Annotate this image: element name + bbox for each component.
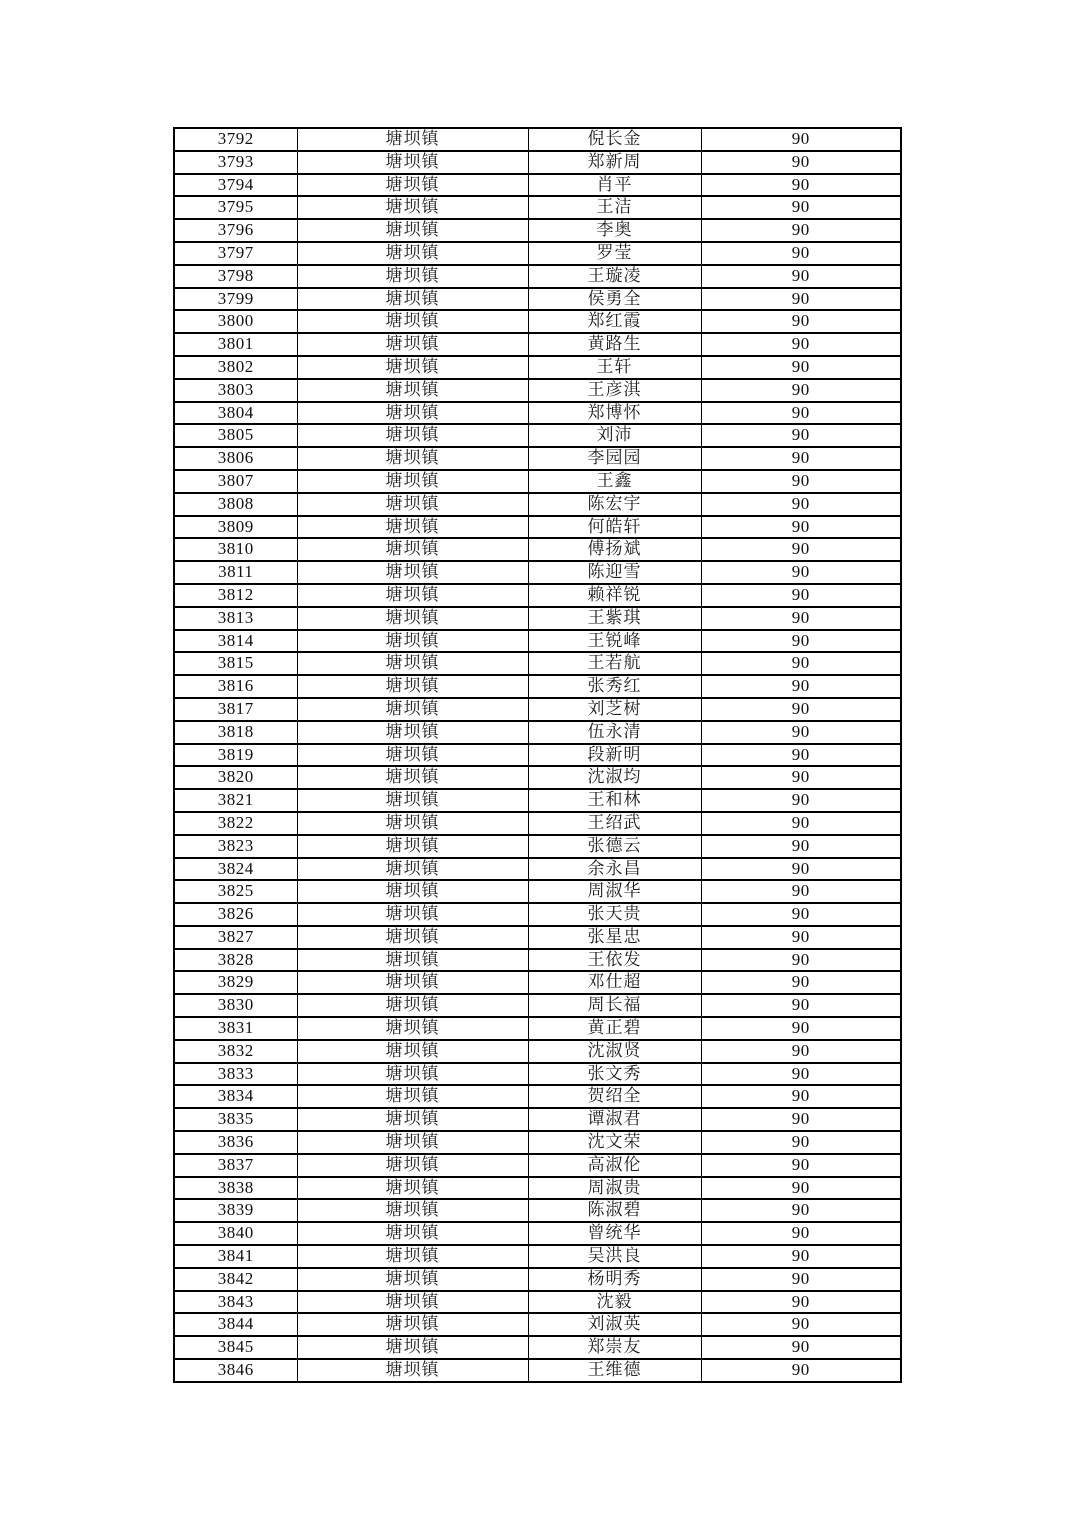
- cell-no: 3831: [174, 1017, 297, 1040]
- table-row: [174, 379, 901, 402]
- cell-no: 3803: [174, 379, 297, 402]
- cell-town: 塘坝镇: [297, 766, 528, 789]
- cell-no: 3816: [174, 675, 297, 698]
- cell-town: 塘坝镇: [297, 1063, 528, 1086]
- cell-no: 3807: [174, 470, 297, 493]
- cell-no: 3809: [174, 516, 297, 539]
- cell-name: 余永昌: [528, 858, 701, 881]
- cell-town: 塘坝镇: [297, 744, 528, 767]
- table-row: [174, 196, 901, 219]
- cell-no: 3843: [174, 1291, 297, 1314]
- table-row: [174, 151, 901, 174]
- cell-name: 傅扬斌: [528, 538, 701, 561]
- cell-town: 塘坝镇: [297, 1154, 528, 1177]
- table-row: [174, 265, 901, 288]
- cell-town: 塘坝镇: [297, 1017, 528, 1040]
- cell-no: 3845: [174, 1336, 297, 1359]
- cell-name: 沈淑贤: [528, 1040, 701, 1063]
- cell-score: 90: [701, 744, 901, 767]
- cell-town: 塘坝镇: [297, 151, 528, 174]
- cell-town: 塘坝镇: [297, 424, 528, 447]
- cell-score: 90: [701, 128, 901, 151]
- cell-name: 周长福: [528, 994, 701, 1017]
- table-row: [174, 424, 901, 447]
- cell-name: 沈淑均: [528, 766, 701, 789]
- cell-no: 3818: [174, 721, 297, 744]
- table-row: [174, 1154, 901, 1177]
- cell-no: 3837: [174, 1154, 297, 1177]
- cell-town: 塘坝镇: [297, 402, 528, 425]
- cell-name: 陈宏宇: [528, 493, 701, 516]
- cell-score: 90: [701, 1063, 901, 1086]
- cell-town: 塘坝镇: [297, 242, 528, 265]
- cell-name: 刘芝树: [528, 698, 701, 721]
- table-row: [174, 516, 901, 539]
- cell-town: 塘坝镇: [297, 1085, 528, 1108]
- cell-score: 90: [701, 424, 901, 447]
- cell-score: 90: [701, 812, 901, 835]
- cell-no: 3800: [174, 310, 297, 333]
- cell-score: 90: [701, 470, 901, 493]
- cell-town: 塘坝镇: [297, 1199, 528, 1222]
- table-row: [174, 219, 901, 242]
- cell-name: 郑博怀: [528, 402, 701, 425]
- cell-town: 塘坝镇: [297, 174, 528, 197]
- cell-town: 塘坝镇: [297, 265, 528, 288]
- cell-score: 90: [701, 151, 901, 174]
- cell-score: 90: [701, 1245, 901, 1268]
- cell-name: 王维德: [528, 1359, 701, 1382]
- cell-score: 90: [701, 607, 901, 630]
- table-row: [174, 630, 901, 653]
- cell-town: 塘坝镇: [297, 310, 528, 333]
- table-row: [174, 288, 901, 311]
- cell-score: 90: [701, 880, 901, 903]
- cell-score: 90: [701, 903, 901, 926]
- cell-town: 塘坝镇: [297, 1291, 528, 1314]
- table-row: [174, 1017, 901, 1040]
- cell-no: 3830: [174, 994, 297, 1017]
- cell-town: 塘坝镇: [297, 926, 528, 949]
- cell-name: 王璇凌: [528, 265, 701, 288]
- cell-score: 90: [701, 1336, 901, 1359]
- table-row: [174, 607, 901, 630]
- cell-no: 3808: [174, 493, 297, 516]
- table-row: [174, 333, 901, 356]
- cell-name: 吴洪良: [528, 1245, 701, 1268]
- table-row: [174, 903, 901, 926]
- cell-score: 90: [701, 652, 901, 675]
- cell-name: 张星忠: [528, 926, 701, 949]
- cell-no: 3826: [174, 903, 297, 926]
- cell-score: 90: [701, 379, 901, 402]
- cell-name: 王绍武: [528, 812, 701, 835]
- cell-town: 塘坝镇: [297, 1268, 528, 1291]
- cell-name: 贺绍全: [528, 1085, 701, 1108]
- table-row: [174, 1291, 901, 1314]
- cell-name: 邓仕超: [528, 971, 701, 994]
- cell-name: 曾统华: [528, 1222, 701, 1245]
- cell-score: 90: [701, 516, 901, 539]
- table-row: [174, 858, 901, 881]
- table-row: [174, 128, 901, 151]
- table-row: [174, 880, 901, 903]
- table-row: [174, 926, 901, 949]
- cell-no: 3810: [174, 538, 297, 561]
- cell-no: 3819: [174, 744, 297, 767]
- table-row: [174, 242, 901, 265]
- table-row: [174, 1245, 901, 1268]
- table-body: [174, 128, 901, 1382]
- table-row: [174, 744, 901, 767]
- cell-score: 90: [701, 561, 901, 584]
- cell-town: 塘坝镇: [297, 675, 528, 698]
- cell-no: 3796: [174, 219, 297, 242]
- cell-town: 塘坝镇: [297, 470, 528, 493]
- table-row: [174, 994, 901, 1017]
- cell-town: 塘坝镇: [297, 789, 528, 812]
- cell-no: 3794: [174, 174, 297, 197]
- table-row: [174, 1040, 901, 1063]
- cell-town: 塘坝镇: [297, 1108, 528, 1131]
- cell-town: 塘坝镇: [297, 949, 528, 972]
- table-row: [174, 1085, 901, 1108]
- cell-score: 90: [701, 1085, 901, 1108]
- cell-name: 王鑫: [528, 470, 701, 493]
- cell-score: 90: [701, 174, 901, 197]
- cell-score: 90: [701, 675, 901, 698]
- cell-no: 3829: [174, 971, 297, 994]
- table-row: [174, 402, 901, 425]
- cell-no: 3833: [174, 1063, 297, 1086]
- cell-name: 张秀红: [528, 675, 701, 698]
- cell-name: 侯勇全: [528, 288, 701, 311]
- cell-town: 塘坝镇: [297, 1359, 528, 1382]
- cell-name: 李奥: [528, 219, 701, 242]
- cell-name: 张天贵: [528, 903, 701, 926]
- cell-town: 塘坝镇: [297, 1131, 528, 1154]
- cell-no: 3817: [174, 698, 297, 721]
- table-row: [174, 538, 901, 561]
- cell-score: 90: [701, 994, 901, 1017]
- cell-name: 段新明: [528, 744, 701, 767]
- cell-score: 90: [701, 926, 901, 949]
- cell-score: 90: [701, 949, 901, 972]
- cell-no: 3821: [174, 789, 297, 812]
- table-row: [174, 493, 901, 516]
- cell-no: 3841: [174, 1245, 297, 1268]
- cell-score: 90: [701, 356, 901, 379]
- cell-town: 塘坝镇: [297, 903, 528, 926]
- cell-score: 90: [701, 1199, 901, 1222]
- cell-town: 塘坝镇: [297, 630, 528, 653]
- cell-town: 塘坝镇: [297, 219, 528, 242]
- cell-town: 塘坝镇: [297, 493, 528, 516]
- cell-town: 塘坝镇: [297, 1336, 528, 1359]
- table-row: [174, 310, 901, 333]
- cell-score: 90: [701, 1108, 901, 1131]
- table-row: [174, 1359, 901, 1382]
- table-row: [174, 174, 901, 197]
- cell-town: 塘坝镇: [297, 538, 528, 561]
- cell-no: 3792: [174, 128, 297, 151]
- cell-name: 倪长金: [528, 128, 701, 151]
- table-row: [174, 1268, 901, 1291]
- cell-no: 3806: [174, 447, 297, 470]
- table-row: [174, 766, 901, 789]
- cell-name: 谭淑君: [528, 1108, 701, 1131]
- table-row: [174, 812, 901, 835]
- cell-no: 3825: [174, 880, 297, 903]
- cell-name: 高淑伦: [528, 1154, 701, 1177]
- table-row: [174, 949, 901, 972]
- cell-name: 刘沛: [528, 424, 701, 447]
- cell-no: 3805: [174, 424, 297, 447]
- cell-no: 3840: [174, 1222, 297, 1245]
- cell-score: 90: [701, 1268, 901, 1291]
- cell-score: 90: [701, 1313, 901, 1336]
- cell-town: 塘坝镇: [297, 333, 528, 356]
- cell-score: 90: [701, 698, 901, 721]
- cell-town: 塘坝镇: [297, 1040, 528, 1063]
- scores-table: [173, 127, 902, 1383]
- cell-no: 3812: [174, 584, 297, 607]
- cell-no: 3832: [174, 1040, 297, 1063]
- cell-score: 90: [701, 789, 901, 812]
- cell-name: 陈淑碧: [528, 1199, 701, 1222]
- cell-town: 塘坝镇: [297, 971, 528, 994]
- cell-score: 90: [701, 196, 901, 219]
- cell-name: 王依发: [528, 949, 701, 972]
- cell-no: 3844: [174, 1313, 297, 1336]
- cell-score: 90: [701, 1177, 901, 1200]
- table-row: [174, 1177, 901, 1200]
- cell-town: 塘坝镇: [297, 721, 528, 744]
- cell-town: 塘坝镇: [297, 1222, 528, 1245]
- cell-name: 郑新周: [528, 151, 701, 174]
- cell-name: 郑红霞: [528, 310, 701, 333]
- cell-score: 90: [701, 1131, 901, 1154]
- cell-score: 90: [701, 630, 901, 653]
- cell-name: 王若航: [528, 652, 701, 675]
- table-row: [174, 1131, 901, 1154]
- cell-no: 3795: [174, 196, 297, 219]
- cell-name: 沈文荣: [528, 1131, 701, 1154]
- cell-no: 3801: [174, 333, 297, 356]
- cell-score: 90: [701, 858, 901, 881]
- cell-no: 3823: [174, 835, 297, 858]
- cell-town: 塘坝镇: [297, 561, 528, 584]
- cell-town: 塘坝镇: [297, 196, 528, 219]
- table-row: [174, 698, 901, 721]
- cell-no: 3804: [174, 402, 297, 425]
- cell-score: 90: [701, 1040, 901, 1063]
- cell-no: 3822: [174, 812, 297, 835]
- table-row: [174, 1336, 901, 1359]
- cell-no: 3842: [174, 1268, 297, 1291]
- cell-no: 3793: [174, 151, 297, 174]
- cell-no: 3846: [174, 1359, 297, 1382]
- cell-no: 3820: [174, 766, 297, 789]
- table-row: [174, 652, 901, 675]
- cell-town: 塘坝镇: [297, 447, 528, 470]
- cell-score: 90: [701, 242, 901, 265]
- cell-name: 张文秀: [528, 1063, 701, 1086]
- cell-no: 3813: [174, 607, 297, 630]
- table-row: [174, 1199, 901, 1222]
- cell-score: 90: [701, 766, 901, 789]
- cell-no: 3799: [174, 288, 297, 311]
- cell-name: 何皓轩: [528, 516, 701, 539]
- cell-score: 90: [701, 538, 901, 561]
- cell-name: 杨明秀: [528, 1268, 701, 1291]
- cell-name: 王锐峰: [528, 630, 701, 653]
- cell-name: 刘淑英: [528, 1313, 701, 1336]
- table-row: [174, 470, 901, 493]
- cell-no: 3824: [174, 858, 297, 881]
- cell-name: 王紫琪: [528, 607, 701, 630]
- table-row: [174, 447, 901, 470]
- cell-town: 塘坝镇: [297, 516, 528, 539]
- cell-town: 塘坝镇: [297, 858, 528, 881]
- cell-score: 90: [701, 971, 901, 994]
- table-row: [174, 675, 901, 698]
- cell-name: 肖平: [528, 174, 701, 197]
- cell-score: 90: [701, 288, 901, 311]
- cell-score: 90: [701, 447, 901, 470]
- cell-name: 王洁: [528, 196, 701, 219]
- table-row: [174, 1313, 901, 1336]
- cell-no: 3838: [174, 1177, 297, 1200]
- cell-score: 90: [701, 721, 901, 744]
- cell-name: 李园园: [528, 447, 701, 470]
- cell-town: 塘坝镇: [297, 356, 528, 379]
- cell-town: 塘坝镇: [297, 1245, 528, 1268]
- cell-no: 3815: [174, 652, 297, 675]
- cell-no: 3835: [174, 1108, 297, 1131]
- table-row: [174, 1222, 901, 1245]
- table-row: [174, 561, 901, 584]
- cell-score: 90: [701, 1359, 901, 1382]
- cell-no: 3828: [174, 949, 297, 972]
- cell-score: 90: [701, 219, 901, 242]
- cell-no: 3827: [174, 926, 297, 949]
- cell-score: 90: [701, 1154, 901, 1177]
- cell-score: 90: [701, 310, 901, 333]
- cell-no: 3802: [174, 356, 297, 379]
- table-row: [174, 835, 901, 858]
- cell-score: 90: [701, 835, 901, 858]
- cell-score: 90: [701, 1291, 901, 1314]
- cell-name: 周淑华: [528, 880, 701, 903]
- cell-no: 3797: [174, 242, 297, 265]
- table-row: [174, 971, 901, 994]
- cell-score: 90: [701, 1222, 901, 1245]
- cell-town: 塘坝镇: [297, 880, 528, 903]
- cell-name: 陈迎雪: [528, 561, 701, 584]
- cell-name: 王轩: [528, 356, 701, 379]
- cell-name: 罗莹: [528, 242, 701, 265]
- cell-town: 塘坝镇: [297, 652, 528, 675]
- cell-town: 塘坝镇: [297, 1177, 528, 1200]
- cell-score: 90: [701, 333, 901, 356]
- cell-name: 黄路生: [528, 333, 701, 356]
- cell-name: 张德云: [528, 835, 701, 858]
- table-row: [174, 1108, 901, 1131]
- cell-name: 郑崇友: [528, 1336, 701, 1359]
- cell-town: 塘坝镇: [297, 584, 528, 607]
- cell-score: 90: [701, 265, 901, 288]
- table-row: [174, 584, 901, 607]
- table-row: [174, 356, 901, 379]
- cell-no: 3811: [174, 561, 297, 584]
- cell-no: 3814: [174, 630, 297, 653]
- cell-town: 塘坝镇: [297, 812, 528, 835]
- cell-town: 塘坝镇: [297, 379, 528, 402]
- cell-score: 90: [701, 584, 901, 607]
- cell-name: 王彦淇: [528, 379, 701, 402]
- cell-town: 塘坝镇: [297, 994, 528, 1017]
- cell-name: 赖祥锐: [528, 584, 701, 607]
- cell-no: 3798: [174, 265, 297, 288]
- cell-score: 90: [701, 402, 901, 425]
- cell-no: 3836: [174, 1131, 297, 1154]
- cell-no: 3834: [174, 1085, 297, 1108]
- cell-no: 3839: [174, 1199, 297, 1222]
- cell-town: 塘坝镇: [297, 698, 528, 721]
- table-row: [174, 789, 901, 812]
- cell-name: 伍永清: [528, 721, 701, 744]
- cell-town: 塘坝镇: [297, 288, 528, 311]
- cell-town: 塘坝镇: [297, 128, 528, 151]
- cell-town: 塘坝镇: [297, 835, 528, 858]
- cell-town: 塘坝镇: [297, 607, 528, 630]
- cell-score: 90: [701, 1017, 901, 1040]
- table-row: [174, 1063, 901, 1086]
- cell-name: 周淑贵: [528, 1177, 701, 1200]
- cell-town: 塘坝镇: [297, 1313, 528, 1336]
- cell-name: 沈毅: [528, 1291, 701, 1314]
- cell-name: 王和林: [528, 789, 701, 812]
- table-row: [174, 721, 901, 744]
- cell-score: 90: [701, 493, 901, 516]
- cell-name: 黄正碧: [528, 1017, 701, 1040]
